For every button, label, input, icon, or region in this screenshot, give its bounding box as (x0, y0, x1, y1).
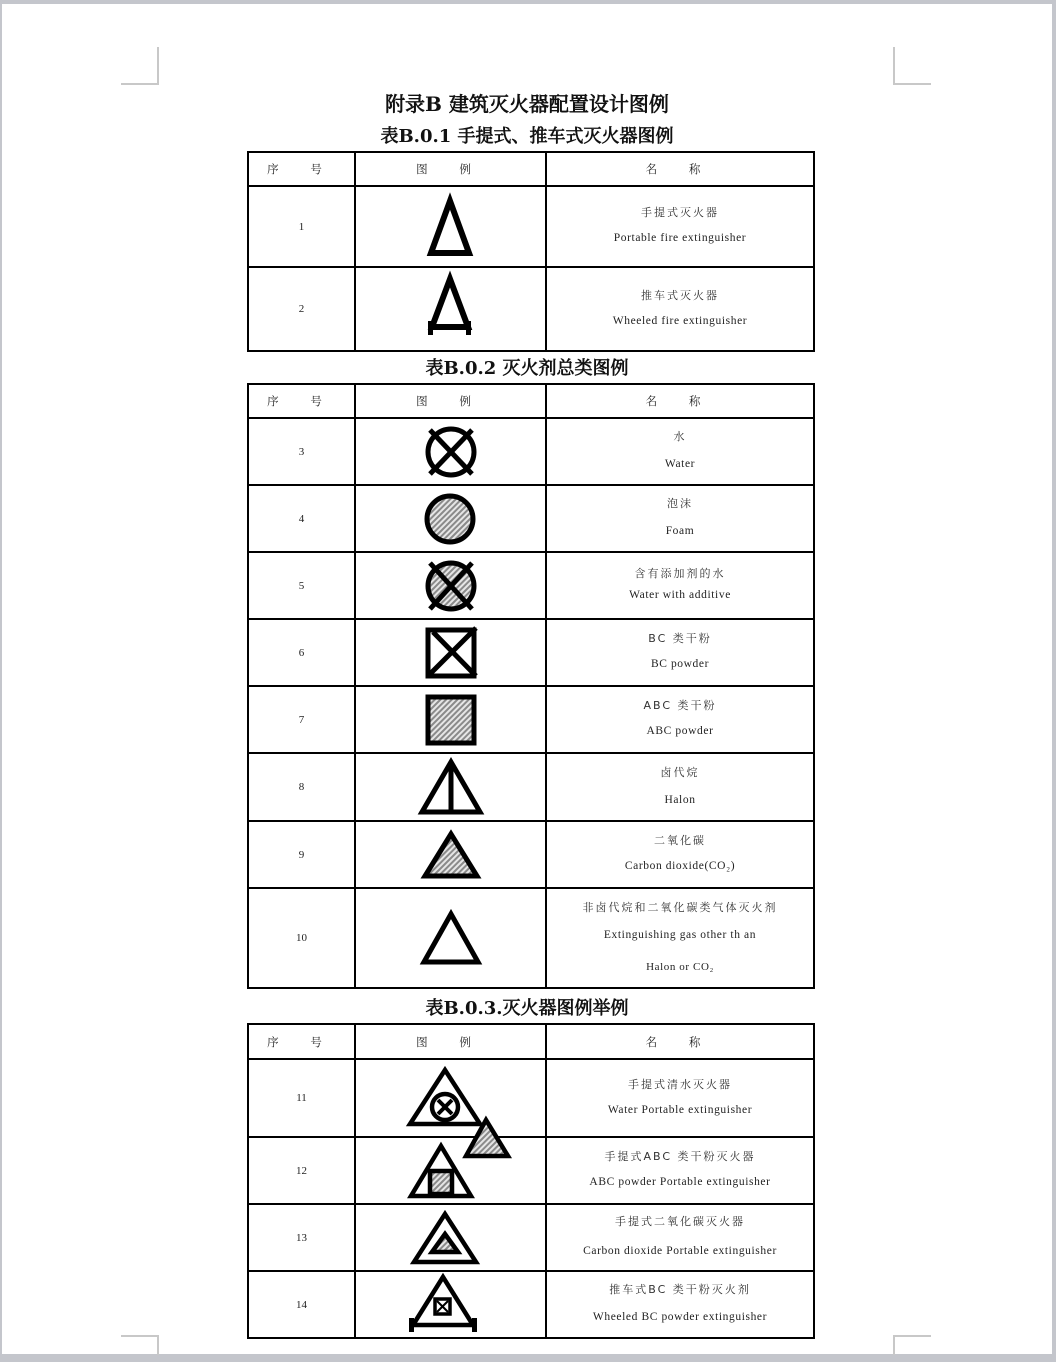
name-cell (546, 1271, 814, 1338)
crop-mark-bottom-right (893, 1335, 895, 1355)
row-number: 2 (248, 267, 355, 351)
row-number: 12 (248, 1137, 355, 1204)
name-cn: 推车式灭火器 (641, 288, 719, 302)
symbol-cell (355, 686, 546, 753)
name-en: Water (664, 458, 696, 471)
halon-icon (418, 758, 484, 816)
table-portable-wheeled-extinguishers (247, 151, 815, 352)
row-number: 1 (248, 186, 355, 267)
row-number: 4 (248, 485, 355, 552)
name-en: Carbon dioxide(CO₂) (624, 860, 736, 873)
header-symbol: 图 例 (355, 384, 546, 418)
symbol-cell (355, 1204, 546, 1271)
name-en: Halon (664, 793, 696, 806)
foam-icon (423, 491, 479, 547)
table1-title: 表B.0.1 手提式、推车式灭火器图例 (380, 126, 674, 147)
table-row (248, 186, 814, 267)
header-name: 名 称 (546, 152, 814, 186)
crop-mark-bottom-left (157, 1335, 159, 1355)
water-icon (423, 424, 479, 480)
table-row (248, 821, 814, 888)
row-number: 11 (248, 1059, 355, 1137)
crop-mark-top-right (893, 47, 895, 85)
name-en: Wheeled BC powder extinguisher (592, 1311, 768, 1324)
table-row (248, 485, 814, 552)
table-row (248, 888, 814, 988)
table-row (248, 686, 814, 753)
header-symbol: 图 例 (355, 1024, 546, 1059)
extinguishing-gas-icon (420, 910, 482, 966)
table-header-row (248, 1024, 814, 1059)
table-header-row (248, 384, 814, 418)
name-cn: BC 类干粉 (648, 632, 712, 646)
symbol-cell (355, 619, 546, 686)
row-number: 5 (248, 552, 355, 619)
symbol-cell (355, 888, 546, 988)
header-symbol: 图 例 (355, 152, 546, 186)
name-cn: 含有添加剂的水 (634, 567, 726, 581)
table-row (248, 267, 814, 351)
name-cell (546, 1204, 814, 1271)
name-en: Carbon dioxide Portable extinguisher (583, 1245, 777, 1258)
name-cn: ABC 类干粉 (643, 699, 717, 713)
crop-mark-top-left (157, 47, 159, 85)
carbon-dioxide-icon (421, 830, 481, 880)
row-number: 6 (248, 619, 355, 686)
table-row (248, 1271, 814, 1338)
symbol-cell (355, 267, 546, 351)
name-en: Extinguishing gas other th an (603, 929, 757, 942)
table-row (248, 753, 814, 821)
abc-powder-icon (423, 693, 479, 747)
name-en: BC powder (650, 658, 710, 671)
abc-powder-portable-extinguisher-icon (407, 1142, 477, 1200)
name-cn: 手提式清水灭火器 (628, 1077, 732, 1091)
table-row (248, 619, 814, 686)
name-en: Foam (665, 525, 695, 538)
name-cn: 水 (673, 430, 687, 444)
crop-mark-top-right (893, 83, 931, 85)
document-page (2, 4, 1052, 1354)
header-no: 序 号 (248, 152, 355, 186)
name-en: Portable fire extinguisher (613, 232, 747, 245)
symbol-cell (355, 552, 546, 619)
table-header-row (248, 152, 814, 186)
row-number: 13 (248, 1204, 355, 1271)
name-cell (546, 552, 814, 619)
name-en: ABC powder (646, 725, 714, 738)
symbol-cell (355, 1137, 546, 1204)
crop-mark-top-left (121, 83, 159, 85)
name-cell (546, 1137, 814, 1204)
row-number: 9 (248, 821, 355, 888)
wheeled-bc-powder-extinguisher-icon (407, 1274, 479, 1336)
name-cn: 手提式二氧化碳灭火器 (615, 1215, 745, 1229)
name-cell (546, 485, 814, 552)
name-cn: 手提式ABC 类干粉灭火器 (604, 1150, 756, 1164)
header-no: 序 号 (248, 384, 355, 418)
row-number: 8 (248, 753, 355, 821)
carbon-dioxide-portable-extinguisher-icon (410, 1210, 480, 1266)
name-en: ABC powder Portable extinguisher (589, 1176, 771, 1189)
header-name: 名 称 (546, 1024, 814, 1059)
table-row (248, 1059, 814, 1137)
name-cell (546, 186, 814, 267)
symbol-cell (355, 821, 546, 888)
name-cn: 手提式灭火器 (641, 206, 719, 220)
name-en-line2: Halon or CO₂ (646, 960, 714, 973)
header-no: 序 号 (248, 1024, 355, 1059)
table-row (248, 418, 814, 485)
name-cell (546, 821, 814, 888)
name-cn: 推车式BC 类干粉灭火剂 (609, 1283, 751, 1297)
name-en: Water with additive (629, 589, 731, 602)
header-name: 名 称 (546, 384, 814, 418)
table-row (248, 1204, 814, 1271)
name-cn: 泡沫 (667, 497, 693, 511)
symbol-cell (355, 1271, 546, 1338)
table-extinguisher-examples (247, 1023, 815, 1339)
symbol-cell (355, 753, 546, 821)
row-number: 7 (248, 686, 355, 753)
portable-extinguisher-icon (426, 197, 476, 257)
symbol-cell (355, 485, 546, 552)
wheeled-extinguisher-icon (426, 277, 476, 341)
crop-mark-bottom-right (893, 1335, 931, 1337)
row-number: 3 (248, 418, 355, 485)
table-extinguishing-agents (247, 383, 815, 989)
name-cell (546, 888, 814, 988)
name-en: Wheeled fire extinguisher (612, 314, 748, 327)
name-cn: 二氧化碳 (654, 834, 706, 848)
symbol-cell (355, 186, 546, 267)
name-cell (546, 418, 814, 485)
table-row (248, 552, 814, 619)
table2-title: 表B.0.2 灭火剂总类图例 (425, 358, 629, 379)
name-cn: 卤代烷 (660, 765, 700, 779)
crop-mark-bottom-left (121, 1335, 159, 1337)
name-cell (546, 686, 814, 753)
symbol-cell (355, 1059, 546, 1137)
name-en: Water Portable extinguisher (607, 1103, 753, 1116)
row-number: 10 (248, 888, 355, 988)
table-row (248, 1137, 814, 1204)
symbol-cell (355, 418, 546, 485)
name-cell (546, 753, 814, 821)
row-number: 14 (248, 1271, 355, 1338)
name-cell (546, 619, 814, 686)
bc-powder-icon (423, 626, 479, 680)
water-with-additive-icon (423, 558, 479, 614)
name-cell (546, 267, 814, 351)
name-cell (546, 1059, 814, 1137)
name-cn: 非卤代烷和二氧化碳类气体灭火剂 (582, 901, 778, 915)
table3-title: 表B.0.3.灭火器图例举例 (425, 998, 629, 1019)
appendix-title: 附录B 建筑灭火器配置设计图例 (385, 92, 669, 116)
